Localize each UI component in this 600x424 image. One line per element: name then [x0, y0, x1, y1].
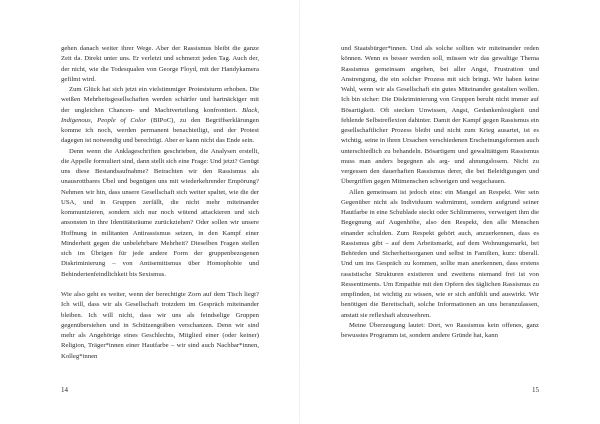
page-number: 15 [532, 386, 539, 394]
paragraph [61, 85, 259, 147]
right-page-text [341, 44, 539, 341]
paragraph: gehen danach weiter ihrer Wege. Aber der Rassismus bleibt die ganze Zeit da. Direkt unter uns. Er verletzt und schmerzt jeden Tag. Auch der, der nicht, wie die Todesqualen von George Floyd, mit der Handykamera gefilmt wird. [61, 45, 259, 83]
left-page-text [61, 44, 259, 362]
paragraph: Meine Überzeugung lautet: Dort, wo Rassismus kein offenes, ganz bewusstes Programm ist, sondern andere Gründe hat, kann [341, 321, 539, 339]
paragraph: Allen gemeinsam ist jedoch eins: ein Mangel an Respekt. Wer sein Gegenüber nicht als Individuum wahrnimmt, sondern aufgrund seiner Hautfarbe in eine Schublade steckt oder Schlimmeres, verweigert ihm die Begegnung auf Augenhöhe, also den Respekt, den alle Menschen einander schulden. Zum Respekt gehört auch, anzuerkennen, dass es Rassismus gibt – auf dem Arbeitsmarkt, auf dem Wohnungsmarkt, bei Behörden und Sicherheitsorganen und selbst in Familien, kurz: überall. Und um ins Gespräch zu kommen, sollte man anerkennen, dass erstens rassistische Strukturen existieren und zweitens niemand frei ist von Ressentiments. Um Empathie mit den Opfern des täglichen Rassismus zu empfinden, ist wichtig zu wissen, wie er sich anfühlt und auswirkt. Wir benötigen die Bereitschaft, solche Informationen an uns heranzulassen, anstatt sie reflexhaft abzuwehren. [341, 188, 539, 319]
page-number: 14 [61, 386, 68, 394]
right-page [300, 0, 600, 424]
italic-term: Black, Indigenous, People of Color [61, 106, 259, 124]
paragraph-text: (BIPoC), zu den Begriffserklärungen komme ich noch, werden permanent benachteiligt, und der Protest dagegen ist notwendig und berechtigt. Aber er kann nicht das Ende sein. [61, 116, 259, 145]
paragraph: und Staatsbürger*innen. Und als solche sollten wir miteinander reden können. Wenn es besser werden soll, müssen wir das gewaltige Thema Rassismus gemeinsam angehen, bei aller Angst, Frustration und Anstrengung, die ein solcher Prozess mit sich bringt. Wir haben keine Wahl, wenn wir als Gesellschaft ein gutes Miteinander gestalten wollen. Ich bin sicher: Die Diskriminierung von Gruppen beruht nicht immer auf Bösartigkeit. Oft stecken Unwissen, Angst, Gedankenlosigkeit und fehlende Selbstreflexion dahinter. Damit der Kampf gegen Rassismus ein gesellschaftlicher Prozess bleibt und nicht zum Krieg ausartet, ist es wichtig, seine in ihren Ursachen verschiedenen Erscheinungsformen auch unterschiedlich zu behandeln. Bösartigem und gewalttätigem Rassismus muss man anders begegnen als arg- und ahnungslosem. Nicht zu vergessen den dauerhaften Rassismus derer, die bei Beleidigungen und Übergriffen gegen Mitmenschen schweigen und wegschauen. [341, 45, 539, 186]
paragraph: Wie also geht es weiter, wenn der berechtigte Zorn auf dem Tisch liegt? Ich will, dass wir als Gesellschaft trotzdem im Gespräch miteinander bleiben. Ich will nicht, dass wir uns als feindselige Gruppen gegenüberstehen und in Schützengräben verschanzen. Denn wir sind mehr als Angehörige eines Geschlechts, Mitglied einer (oder keiner) Religion, Träger*innen einer Hautfarbe – wir sind auch Nachbar*innen, Kolleg*innen [61, 291, 259, 360]
paragraph-text: Zum Glück hat sich jetzt ein vielstimmiger Proteststurm erhoben. Die weißen Mehrheitsgesellschaften werden schärfer und hartnäckiger mit der ungleichen Chancen- und Machtverteilung konfrontiert. [61, 86, 259, 114]
paragraph: Denn wenn die Anklageschriften geschrieben, die Analysen erstellt, die Appelle formuliert sind, dann stellt sich eine Frage: Und jetzt? Genügt uns diese Bestandsaufnahme? Betrachten wir den Rassismus als unausrottbares Übel und begnügen uns mit wiederkehrender Empörung? Nehmen wir hin, dass unsere Gesellschaft sich weiter spaltet, wie die der USA, und in Gruppen zerfällt, die nicht mehr miteinander kommunizieren, sondern sich nur noch wütend attackieren und sich ansonsten in ihre Identitätsräume zurückziehen? Oder sollen wir unsere Hoffnung in militanten Antirassismus setzen, in den Kampf einer Minderheit gegen die unbelehrbare Mehrheit? Dieselben Fragen stellen sich im Übrigen für jede andere Form der gruppenbezogenen Diskriminierung – von Antisemitismus über Homophobie und Behindertenfeindlichkeit bis Sexismus. [61, 147, 259, 278]
